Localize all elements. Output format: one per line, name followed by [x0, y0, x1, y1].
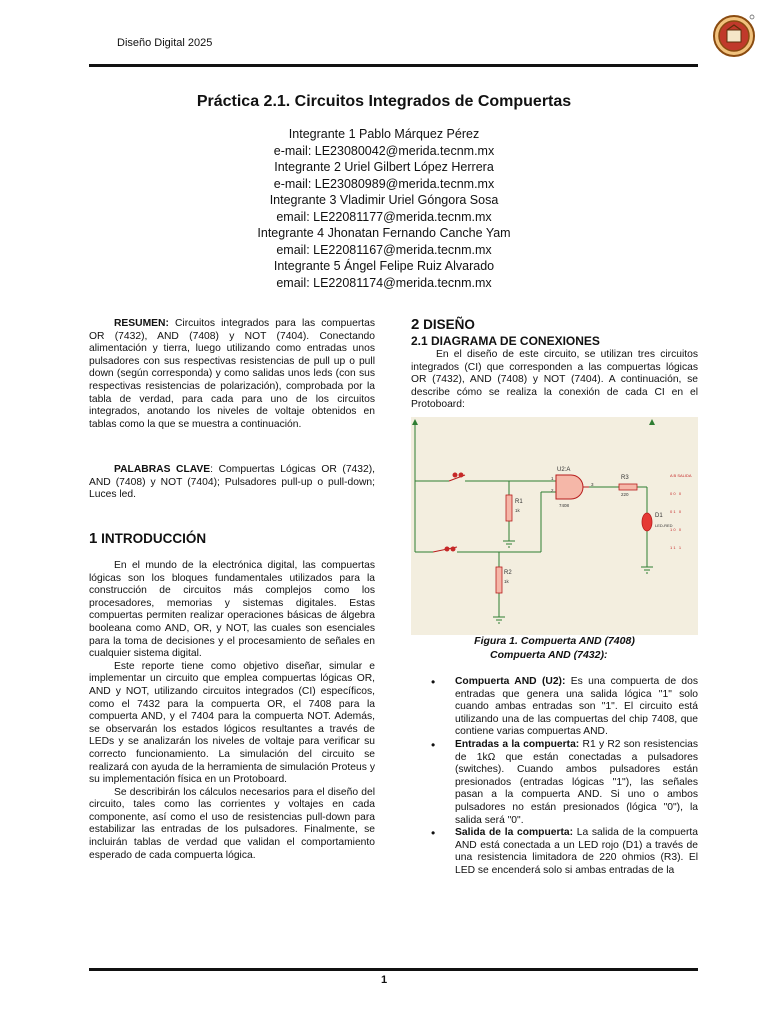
design-paragraph [411, 349, 698, 412]
truth-row: 0 1 0 [670, 509, 682, 514]
list-item-text: Es una compuerta de dos entradas que genera una salida lógica "1" solo cuando ambas entradas son "1". El circuito está utilizando una de las compuertas del chip 7408, que contiene varias compuertas AND. [455, 676, 698, 738]
paragraph: En el diseño de este circuito, se utilizan tres circuitos integrados (CI) que corresponden a las compuertas lógicas OR (7432), AND (7408) y NOT (7404). A continuación, se describe cómo se realiza la conexión de cada CI en el Protoboard: [411, 349, 698, 411]
gate-part-label: 7408 [559, 503, 570, 508]
running-header: Diseño Digital 2025 [117, 37, 213, 49]
r2-label: R2 [504, 570, 512, 576]
paragraph: Se describirán los cálculos necesarios para el diseño del circuito, tales como las corrientes y voltajes en cada componente, así como el uso de resistencias pull-down para estabilizar las entradas de los pulsadores. Finalmente, se incluirán tablas de verdad que validan el comportamiento esperado de cada compuerta lógica. [89, 786, 375, 861]
pin-label: 3 [591, 482, 594, 487]
footer-rule [89, 968, 698, 971]
list-item-label: Compuerta AND (U2): [455, 676, 566, 687]
r3-value: 220 [621, 492, 629, 497]
list-item [431, 675, 698, 739]
list-item-label: Entradas a la compuerta: [455, 738, 580, 750]
section-heading-introduccion [89, 530, 206, 547]
paper-title: Práctica 2.1. Circuitos Integrados de Compuertas [196, 93, 572, 110]
introduction-body [89, 560, 375, 862]
figure-caption: Figura 1. Compuerta AND (7408) [474, 635, 635, 647]
truth-row: 1 1 1 [670, 545, 682, 550]
section-title: INTRODUCCIÓN [101, 531, 207, 546]
truth-table-note [670, 461, 692, 563]
truth-row: 0 0 0 [670, 491, 682, 496]
page-number: 1 [380, 974, 388, 986]
list-item-text: R1 y R2 son resistencias de 1kΩ que están conectadas a pulsadores (switches). Cuando ambos pulsadores están presionados (entradas lógicas "1"), las señales pasan a la compuerta AND. Si uno o ambos pulsadores no están presionados (lógica "0"), la salida será "0". [455, 738, 699, 826]
abstract [89, 318, 375, 431]
r1-value: 1k [515, 508, 520, 513]
bullet-icon: • [431, 737, 436, 752]
pin-label: 2 [551, 488, 554, 493]
author-line: e-mail: LE23080042@merida.tecnm.mx [273, 143, 495, 158]
truth-head: A B SALIDA [670, 473, 692, 478]
author-line: Integrante 3 Vladimir Uriel Góngora Sosa [269, 193, 499, 207]
r3-label: R3 [621, 475, 629, 481]
header-rule [89, 64, 698, 67]
subsection-heading: 2.1 DIAGRAMA DE CONEXIONES [411, 334, 600, 348]
d1-label: D1 [655, 513, 663, 519]
section-number: 2 [411, 316, 420, 333]
author-line: Integrante 2 Uriel Gilbert López Herrera [274, 160, 494, 174]
r2-value: 1k [504, 579, 509, 584]
abstract-label: RESUMEN: [114, 318, 169, 329]
university-seal-logo [712, 12, 758, 58]
paragraph: En el mundo de la electrónica digital, las compuertas lógicas son los bloques fundamentales utilizados para la construcción de circuitos más complejos como los procesadores, memorias y sistemas digitales. Estas compuertas permiten realizar operaciones básicas de álgebra booleana como AND, OR, y NOT, las cuales son esenciales para la toma de decisiones y el procesamiento de señales en cualquier sistema digital. [89, 560, 375, 660]
keywords-label: PALABRAS CLAVE [114, 464, 211, 475]
paragraph: Este reporte tiene como objetivo diseñar, simular e implementar un circuito que emplea compuertas lógicas OR, AND y NOT, utilizando circuitos integrados (CI) específicos, como el 7432 para la compuerta OR, el 7408 para la compuerta AND, y el 7404 para la compuerta NOT. Además, se observarán los estados lógicos resultantes a través de LEDs y se analizarán los niveles de voltaje para verificar su correcto funcionamiento. La simulación del circuito se realizará con ayuda de la herramienta de simulación Proteus y su implementación física en un Protoboard. [89, 660, 375, 786]
circuit-schematic [411, 417, 698, 635]
section-number: 1 [89, 530, 98, 547]
list-item-text: La salida de la compuerta AND está conectada a un LED rojo (D1) a través de una resistencia limitadora de 220 ohmios (R3). El LED se encenderá solo si ambas entradas de la [455, 827, 698, 876]
list-item [431, 826, 698, 877]
list-item [431, 737, 699, 827]
bullet-icon: • [431, 826, 436, 841]
author-line: e-mail: LE23080989@merida.tecnm.mx [273, 176, 495, 191]
r1-label: R1 [515, 499, 523, 505]
author-line: Integrante 5 Ángel Felipe Ruiz Alvarado [273, 259, 495, 273]
abstract-text: Circuitos integrados para las compuertas OR (7432), AND (7408) y NOT (7404). Conectando alimentación y tierra, luego utilizando como entradas unos pulsadores con sus respectivas resistencias de pull up o pull down (según corresponda) y como salidas unos leds (con sus respectivas resistencias de polarización), comprobada por la tabla de verdad, para cada para uno de los circuitos integrados, anotando los niveles de voltaje obtenidos en tablas como la que se muestra a continuación. [89, 318, 375, 430]
pin-label: 1 [551, 476, 554, 481]
gate-label: U2:A [557, 467, 571, 473]
author-line: email: LE22081174@merida.tecnm.mx [276, 275, 492, 290]
author-line: email: LE22081167@merida.tecnm.mx [276, 242, 492, 257]
d1-value: LED-RED [655, 523, 673, 528]
keywords [89, 464, 375, 502]
author-line: Integrante 1 Pablo Márquez Pérez [288, 127, 480, 141]
bullet-icon: • [431, 675, 436, 689]
keywords-text: : Compuertas Lógicas OR (7432), AND (7408) y NOT (7404); Pulsadores pull-up o pull-down; Luces led. [89, 464, 376, 501]
truth-row: 1 0 0 [670, 527, 682, 532]
author-list [0, 126, 768, 291]
author-line: Integrante 4 Jhonatan Fernando Canche Yam [257, 226, 511, 240]
author-line: email: LE22081177@merida.tecnm.mx [276, 209, 492, 224]
component-list [431, 675, 699, 878]
list-item-label: Salida de la compuerta: [455, 827, 574, 839]
section-title: DISEÑO [423, 317, 475, 332]
section-heading-diseno [411, 316, 475, 333]
figure-subcaption: Compuerta AND (7432): [490, 649, 608, 661]
